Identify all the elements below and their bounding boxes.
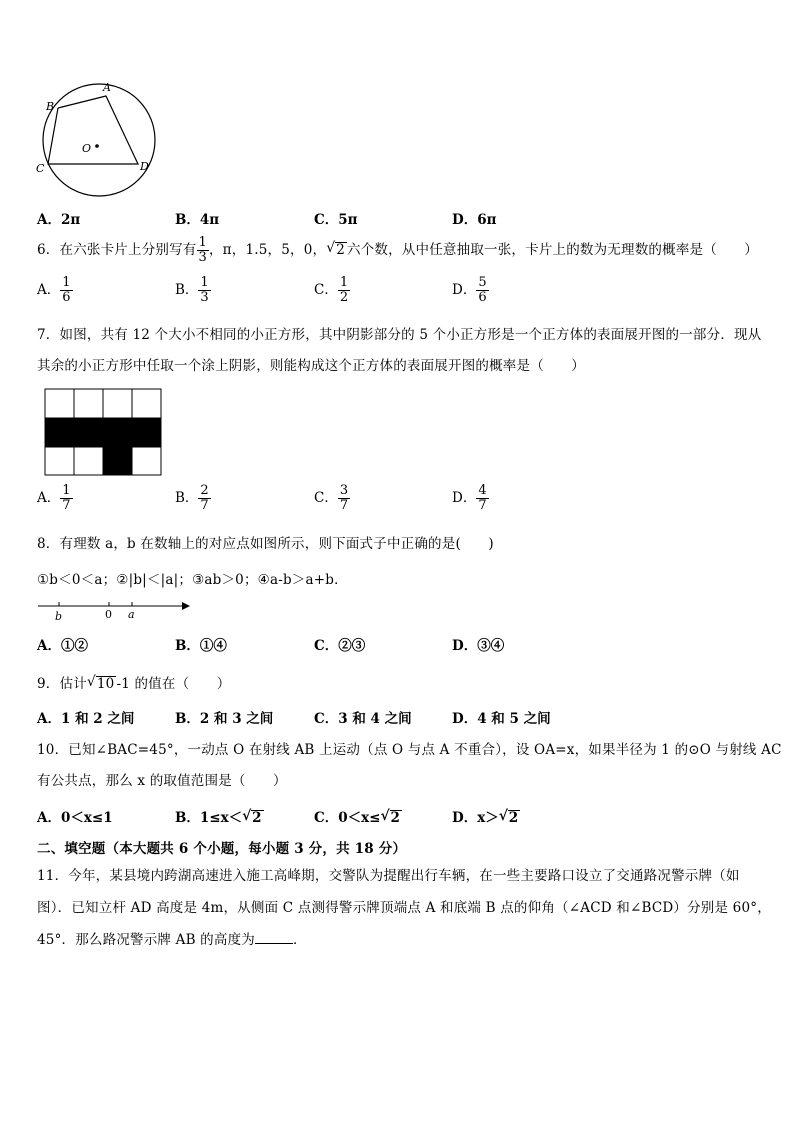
point-label-d: D <box>140 160 149 173</box>
q5-option-a: A．2π <box>37 212 81 228</box>
q6-option-c: C． $\frac{1}{2}$ <box>314 275 349 305</box>
q8-option-c: C．②③ <box>314 638 366 654</box>
point-label-a: A <box>103 81 111 94</box>
q6-stem: 6．在六张卡片上分别写有 $\frac{1}{3}$ ，π，1.5，5，0，√ 2 六个数，从中任意抽取一张，卡片上的数为无理数的概率是（ ） <box>37 236 758 265</box>
q10-option-d: D．x＞√ 2 <box>452 806 520 826</box>
q7-option-d: D． $\frac{4}{7}$ <box>452 483 487 513</box>
q10-option-c: C．0＜x≤√ 2 <box>314 806 402 826</box>
q7-grid-figure <box>44 388 162 476</box>
q9-option-d: D．4 和 5 之间 <box>452 711 551 727</box>
axis-label-a: a <box>128 608 135 621</box>
point-label-c: C <box>36 162 45 175</box>
point-label-b: B <box>46 100 55 113</box>
q11-stem-line3: 45°．那么路况警示牌 AB 的高度为 ． <box>37 932 307 948</box>
q9-option-c: C．3 和 4 之间 <box>314 711 412 727</box>
q10-option-b: B．1≤x＜√ 2 <box>175 806 264 826</box>
q7-option-b: B． $\frac{2}{7}$ <box>175 483 209 513</box>
q7-option-a: A． $\frac{1}{7}$ <box>37 483 71 513</box>
q5-option-c: C．5π <box>314 212 358 228</box>
axis-label-b: b <box>55 610 63 623</box>
q10-option-a: A．0＜x≤1 <box>37 810 113 826</box>
q11-stem-line1: 11．今年，某县境内跨湖高速进入施工高峰期，交警队为提醒出行车辆，在一些主要路口设立了交通路况警示牌（如 <box>37 868 740 884</box>
q8-option-b: B．①④ <box>175 638 227 654</box>
section-title: 二、填空题（本大题共 6 个小题，每小题 3 分，共 18 分） <box>37 841 407 857</box>
q6-option-b: B． $\frac{1}{3}$ <box>175 275 209 305</box>
q8-option-a: A．①② <box>37 638 88 654</box>
q10-stem-line1: 10．已知∠BAC=45°，一动点 O 在射线 AB 上运动（点 O 与点 A 不重合），设 OA=x，如果半径为 1 的⊙O 与射线 AC <box>37 742 782 758</box>
answer-blank[interactable] <box>255 931 293 944</box>
q5-option-b: B．4π <box>175 212 220 228</box>
point-label-o: O <box>82 142 92 155</box>
q7-stem-line2: 其余的小正方形中任取一个涂上阴影，则能构成这个正方体的表面展开图的概率是（ ） <box>37 358 585 374</box>
q7-stem-line1: 7．如图，共有 12 个大小不相同的小正方形，其中阴影部分的 5 个小正方形是一个正方体的表面展开图的一部分．现从 <box>37 327 762 343</box>
q5-option-d: D．6π <box>452 212 497 228</box>
q6-option-a: A． $\frac{1}{6}$ <box>37 275 71 305</box>
axis-label-0: 0 <box>105 608 112 621</box>
q8-stem-line1: 8．有理数 a，b 在数轴上的对应点如图所示，则下面式子中正确的是( ) <box>37 536 494 552</box>
q6-option-d: D． $\frac{5}{6}$ <box>452 275 487 305</box>
circle-quadrilateral-figure <box>34 78 164 198</box>
q9-option-a: A．1 和 2 之间 <box>37 711 135 727</box>
q8-number-line <box>34 596 194 624</box>
q11-stem-line2: 图）．已知立杆 AD 高度是 4m，从侧面 C 点测得警示牌顶端点 A 和底端 B 点的仰角（∠ACD 和∠BCD）分别是 60°， <box>37 900 771 916</box>
q8-stem-line2: ①b＜0＜a；②|b|＜|a|；③ab＞0；④a-b＞a+b． <box>37 572 348 588</box>
q8-option-d: D．③④ <box>452 638 505 654</box>
q10-stem-line2: 有公共点，那么 x 的取值范围是（ ） <box>37 773 287 789</box>
q7-option-c: C． $\frac{3}{7}$ <box>314 483 349 513</box>
q9-option-b: B．2 和 3 之间 <box>175 711 274 727</box>
q9-stem: 9．估计√ 10 -1 的值在（ ） <box>37 672 230 692</box>
